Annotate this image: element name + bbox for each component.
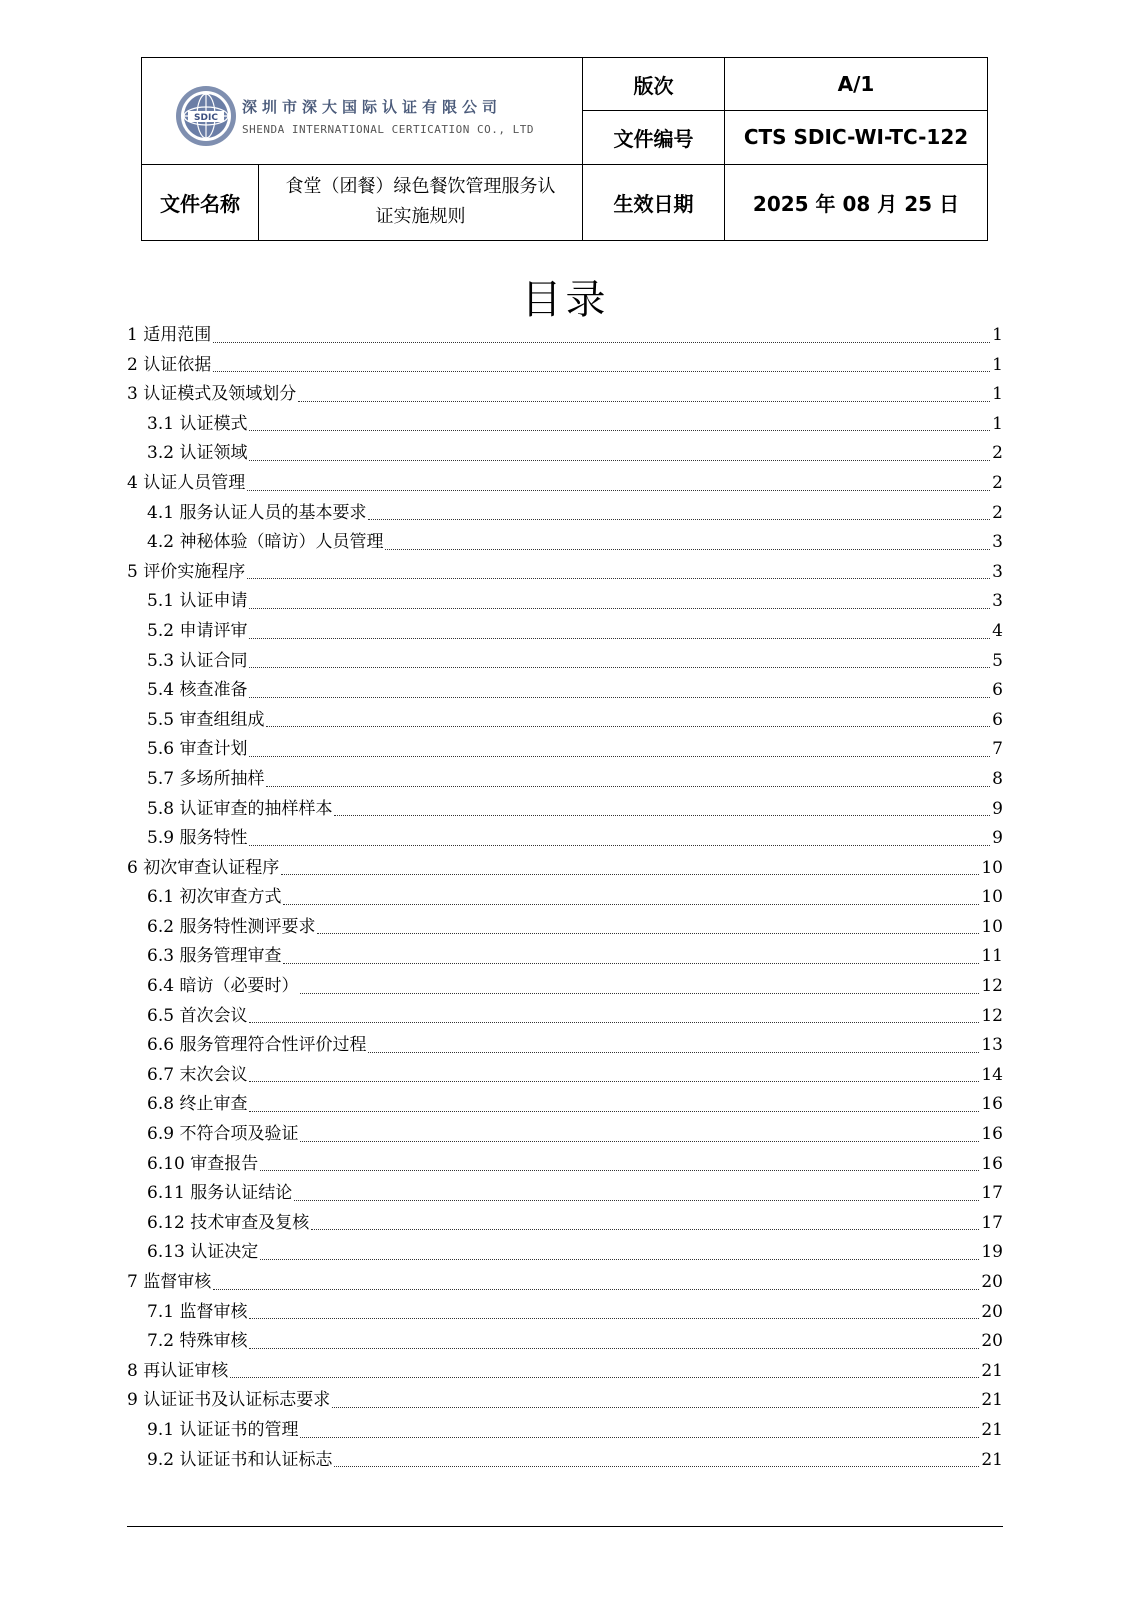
toc-entry-page: 10 (981, 887, 1003, 908)
toc-entry[interactable] (127, 617, 1003, 647)
toc-dot-leader (213, 370, 990, 372)
toc-entry-page: 12 (981, 976, 1003, 997)
toc-entry[interactable] (127, 499, 1003, 529)
toc-entry[interactable] (127, 321, 1003, 351)
toc-dot-leader (249, 637, 990, 639)
doc-number-value: CTS SDIC-WI-TC-122 (725, 111, 988, 164)
toc-entry-page: 17 (981, 1183, 1003, 1204)
toc-entry-page: 10 (981, 916, 1003, 937)
toc-dot-leader (300, 992, 979, 994)
toc-entry[interactable] (127, 587, 1003, 617)
toc-entry[interactable] (127, 1061, 1003, 1091)
toc-entry-page: 3 (992, 532, 1003, 553)
toc-entry-page: 21 (981, 1449, 1003, 1470)
toc-entry-label: 6.4 暗访（必要时） (147, 976, 299, 997)
toc-entry-label: 6.6 服务管理符合性评价过程 (147, 1035, 367, 1056)
toc-entry-label: 1 适用范围 (127, 325, 212, 345)
toc-entry-page: 1 (992, 384, 1003, 405)
toc-entry[interactable] (127, 1357, 1003, 1387)
toc-entry-label: 9.1 认证证书的管理 (147, 1419, 299, 1440)
toc-entry[interactable] (127, 1209, 1003, 1239)
toc-entry[interactable] (127, 1120, 1003, 1150)
toc-dot-leader (298, 400, 990, 402)
toc-dot-leader (249, 1317, 979, 1319)
toc-entry[interactable] (127, 1268, 1003, 1298)
toc-entry-label: 5 评价实施程序 (127, 561, 246, 582)
toc-entry[interactable] (127, 1031, 1003, 1061)
toc-entry-page: 19 (981, 1242, 1003, 1263)
toc-entry-page: 10 (981, 857, 1003, 878)
toc-entry-label: 7.2 特殊审核 (147, 1331, 248, 1352)
toc-dot-leader (249, 1110, 979, 1112)
toc-entry-page: 6 (992, 709, 1003, 730)
toc-entry[interactable] (127, 1298, 1003, 1328)
toc-entry[interactable] (127, 913, 1003, 943)
toc-dot-leader (311, 1228, 979, 1230)
toc-dot-leader (283, 903, 979, 905)
toc-entry-label: 9.2 认证证书和认证标志 (147, 1449, 333, 1470)
toc-entry-page: 9 (992, 798, 1003, 819)
toc-entry[interactable] (127, 1386, 1003, 1416)
toc-entry-page: 3 (992, 561, 1003, 582)
toc-entry-label: 6.11 服务认证结论 (147, 1183, 293, 1204)
globe-emblem-icon (174, 84, 238, 148)
toc-dot-leader (281, 873, 979, 875)
toc-entry-label: 6.3 服务管理审查 (147, 946, 282, 967)
toc-entry-label: 5.9 服务特性 (147, 828, 248, 849)
toc-entry[interactable] (127, 1150, 1003, 1180)
toc-dot-leader (247, 577, 990, 579)
toc-entry-label: 6.7 末次会议 (147, 1064, 248, 1085)
toc-entry-label: 5.7 多场所抽样 (147, 768, 265, 789)
toc-entry[interactable] (127, 1238, 1003, 1268)
toc-dot-leader (249, 607, 990, 609)
edition-value: A/1 (725, 58, 988, 111)
toc-entry[interactable] (127, 765, 1003, 795)
toc-entry-label: 6.8 终止审查 (147, 1094, 248, 1115)
company-name-cn: 深圳市深大国际认证有限公司 (242, 98, 503, 116)
svg-text:SDIC: SDIC (194, 113, 218, 123)
toc-entry-page: 16 (981, 1094, 1003, 1115)
toc-entry-page: 8 (992, 768, 1003, 789)
toc-dot-leader (249, 1080, 979, 1082)
doc-name-label: 文件名称 (142, 164, 259, 240)
toc-entry-page: 20 (981, 1301, 1003, 1322)
toc-entry[interactable] (127, 735, 1003, 765)
toc-dot-leader (213, 341, 990, 343)
toc-entry-page: 16 (981, 1124, 1003, 1145)
toc-dot-leader (294, 1199, 979, 1201)
toc-dot-leader (266, 725, 990, 727)
toc-dot-leader (249, 429, 990, 431)
toc-entry-page: 11 (981, 946, 1003, 967)
toc-entry-page: 3 (992, 591, 1003, 612)
toc-entry[interactable] (127, 942, 1003, 972)
toc-entry-page: 17 (981, 1212, 1003, 1233)
toc-dot-leader (249, 459, 990, 461)
company-name-en: SHENDA INTERNATIONAL CERTICATION CO., LTD (242, 123, 535, 136)
toc-entry-page: 2 (992, 472, 1003, 493)
toc-entry-label: 4.1 服务认证人员的基本要求 (147, 502, 367, 523)
toc-entry-label: 6.2 服务特性测评要求 (147, 916, 316, 937)
toc-entry-label: 7.1 监督审核 (147, 1301, 248, 1322)
toc-entry-page: 5 (992, 650, 1003, 671)
toc-entry-label: 2 认证依据 (127, 354, 212, 375)
toc-entry-label: 5.1 认证申请 (147, 591, 248, 612)
toc-entry-page: 9 (992, 828, 1003, 849)
toc-entry-label: 3 认证模式及领域划分 (127, 384, 297, 405)
toc-entry[interactable] (127, 439, 1003, 469)
toc-entry-label: 6.1 初次审查方式 (147, 887, 282, 908)
toc-entry-label: 6.12 技术审查及复核 (147, 1212, 310, 1233)
toc-dot-leader (334, 1465, 979, 1467)
toc-entry[interactable] (127, 1002, 1003, 1032)
company-logo (174, 84, 534, 148)
effective-date-value: 2025 年 08 月 25 日 (725, 164, 988, 240)
toc-entry-label: 5.4 核查准备 (147, 680, 248, 701)
toc-entry[interactable] (127, 558, 1003, 588)
toc-entry[interactable] (127, 410, 1003, 440)
toc-entry-page: 21 (981, 1390, 1003, 1411)
toc-dot-leader (283, 962, 979, 964)
toc-entry-label: 6.9 不符合项及验证 (147, 1124, 299, 1145)
toc-dot-leader (300, 1140, 979, 1142)
toc-entry[interactable] (127, 1446, 1003, 1476)
toc-entry[interactable] (127, 1416, 1003, 1446)
edition-label: 版次 (583, 58, 725, 111)
document-header-table (141, 57, 988, 241)
toc-entry-label: 5.8 认证审查的抽样样本 (147, 798, 333, 819)
bottom-rule (127, 1526, 1003, 1527)
toc-entry-label: 3.1 认证模式 (147, 413, 248, 434)
toc-title: 目录 (521, 277, 610, 323)
toc-dot-leader (249, 755, 990, 757)
toc-entry-label: 6.10 审查报告 (147, 1153, 259, 1174)
toc-entry[interactable] (127, 647, 1003, 677)
toc-entry[interactable] (127, 351, 1003, 381)
doc-number-label: 文件编号 (583, 111, 725, 164)
toc-entry-page: 20 (981, 1272, 1003, 1292)
doc-name-line-1: 食堂（团餐）绿色餐饮管理服务认 (285, 176, 556, 198)
doc-name-value (259, 164, 583, 240)
toc-dot-leader (385, 548, 990, 550)
toc-dot-leader (230, 1376, 979, 1378)
toc-entry[interactable] (127, 1179, 1003, 1209)
toc-entry[interactable] (127, 676, 1003, 706)
toc-entry-page: 2 (992, 502, 1003, 523)
toc-entry[interactable] (127, 706, 1003, 736)
toc-entry-page: 4 (992, 620, 1003, 641)
toc-entry-page: 21 (981, 1360, 1003, 1381)
toc-dot-leader (249, 844, 990, 846)
toc-entry[interactable] (127, 1090, 1003, 1120)
toc-dot-leader (368, 1051, 979, 1053)
toc-entry-label: 5.2 申请评审 (147, 620, 248, 641)
toc-entry-page: 1 (992, 325, 1003, 345)
toc-entry-page: 12 (981, 1005, 1003, 1026)
toc-dot-leader (249, 696, 990, 698)
toc-entry-page: 6 (992, 680, 1003, 701)
toc-entry-page: 20 (981, 1331, 1003, 1352)
toc-entry[interactable] (127, 469, 1003, 499)
toc-entry[interactable] (127, 380, 1003, 410)
toc-entry-label: 6.13 认证决定 (147, 1242, 259, 1263)
toc-entry-label: 6 初次审查认证程序 (127, 857, 280, 878)
toc-entry-page: 2 (992, 443, 1003, 464)
toc-entry-label: 4 认证人员管理 (127, 472, 246, 493)
toc-entry-label: 5.6 审查计划 (147, 739, 248, 760)
toc-entry[interactable] (127, 972, 1003, 1002)
toc-entry-label: 8 再认证审核 (127, 1360, 229, 1381)
toc-dot-leader (334, 814, 990, 816)
toc-entry-label: 3.2 认证领域 (147, 443, 248, 464)
toc-entry[interactable] (127, 854, 1003, 884)
effective-date-label: 生效日期 (583, 164, 725, 240)
toc-entry[interactable] (127, 528, 1003, 558)
toc-entry-label: 7 监督审核 (127, 1272, 212, 1292)
toc-dot-leader (332, 1406, 979, 1408)
toc-dot-leader (249, 1347, 979, 1349)
toc-dot-leader (368, 518, 990, 520)
toc-entry-label: 9 认证证书及认证标志要求 (127, 1390, 331, 1411)
toc-entry-page: 7 (992, 739, 1003, 760)
toc-dot-leader (266, 785, 990, 787)
toc-entry[interactable] (127, 795, 1003, 825)
toc-entry-page: 1 (992, 354, 1003, 375)
toc-entry-page: 14 (981, 1064, 1003, 1085)
toc-dot-leader (213, 1288, 979, 1290)
toc-entry-label: 5.3 认证合同 (147, 650, 248, 671)
toc-entry-label: 6.5 首次会议 (147, 1005, 248, 1026)
toc-dot-leader (249, 666, 990, 668)
toc-entry-label: 5.5 审查组组成 (147, 709, 265, 730)
toc-entry-page: 16 (981, 1153, 1003, 1174)
toc-dot-leader (247, 489, 990, 491)
toc-entry[interactable] (127, 883, 1003, 913)
toc-entry-page: 21 (981, 1419, 1003, 1440)
table-of-contents (127, 321, 1003, 1475)
toc-dot-leader (260, 1258, 979, 1260)
doc-name-line-2: 证实施规则 (375, 206, 466, 228)
toc-entry[interactable] (127, 824, 1003, 854)
toc-dot-leader (249, 1021, 979, 1023)
toc-entry-page: 13 (981, 1035, 1003, 1056)
toc-dot-leader (260, 1169, 979, 1171)
toc-entry[interactable] (127, 1327, 1003, 1357)
toc-dot-leader (300, 1436, 979, 1438)
toc-entry-page: 1 (992, 413, 1003, 434)
toc-entry-label: 4.2 神秘体验（暗访）人员管理 (147, 532, 384, 553)
company-logo-cell (142, 58, 583, 165)
toc-dot-leader (317, 932, 979, 934)
